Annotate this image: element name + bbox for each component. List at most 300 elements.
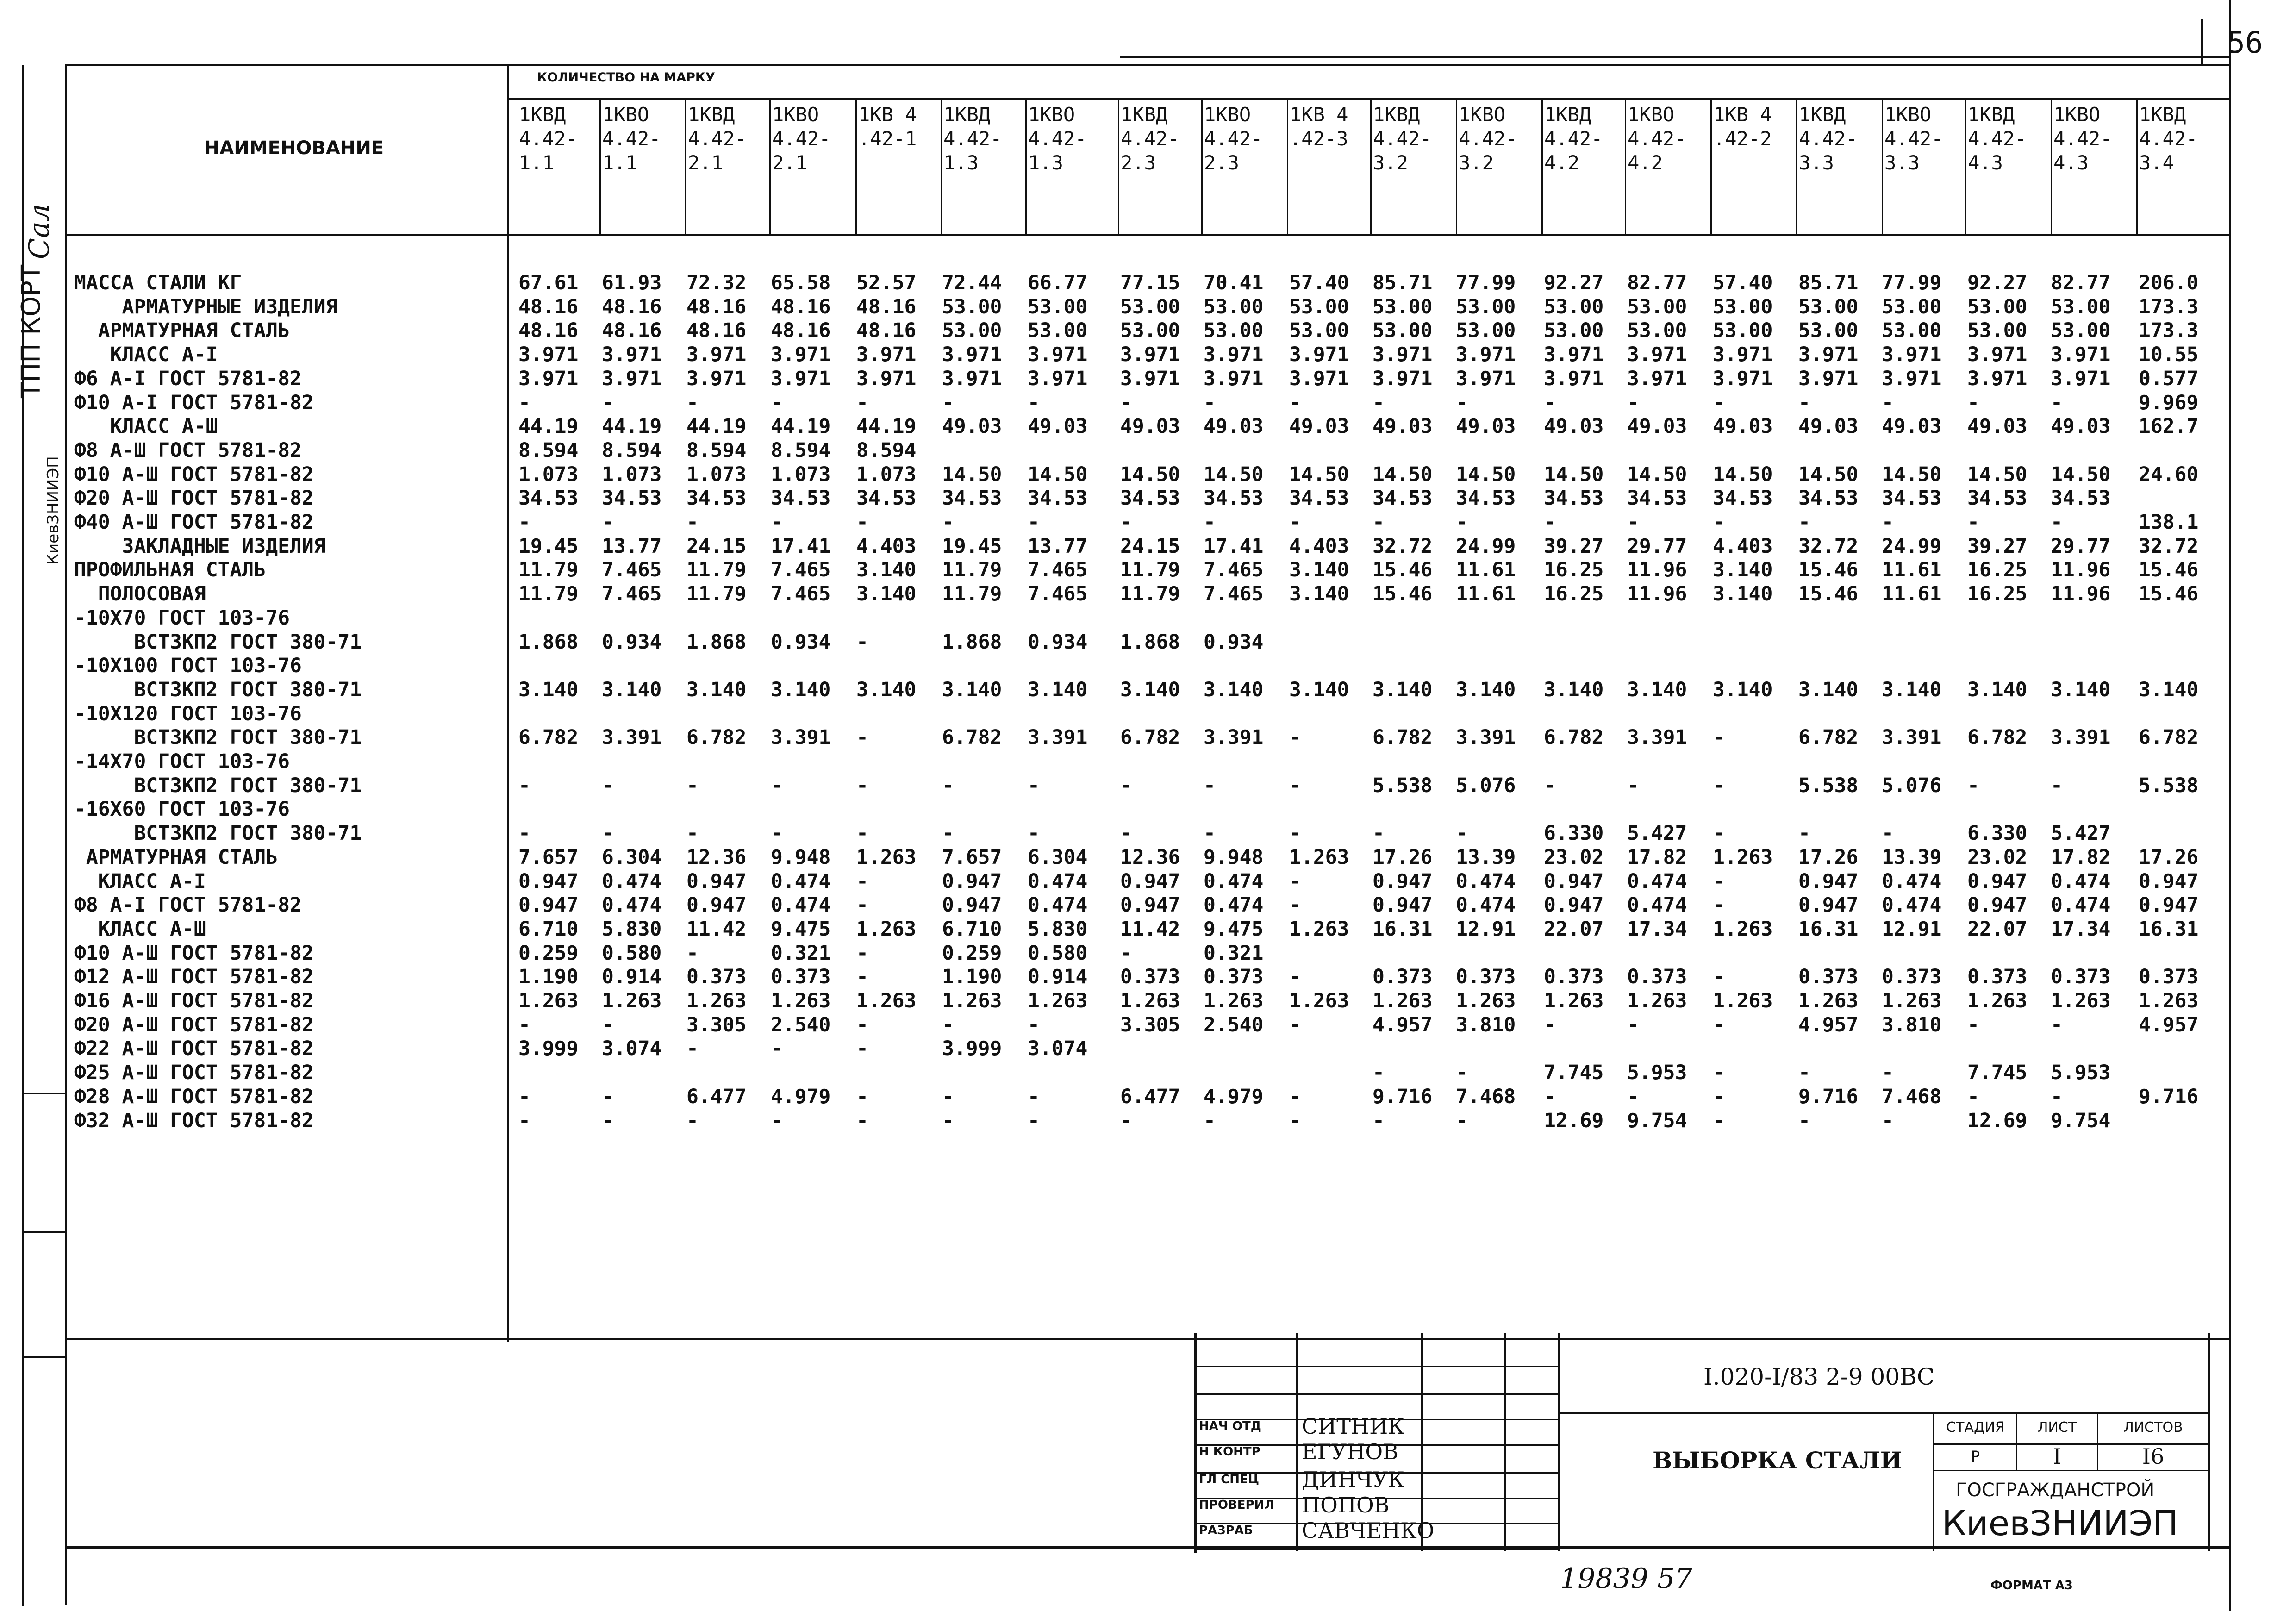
row-label: Ф8 А-I ГОСТ 5781-82 — [74, 893, 302, 917]
table-cell: 3.999 — [518, 1037, 579, 1061]
table-cell: 0.474 — [1456, 893, 1516, 917]
table-cell: 1.868 — [942, 630, 1002, 654]
table-cell: 49.03 — [1120, 415, 1180, 438]
table-cell: - — [1967, 511, 1979, 534]
table-cell: 24.60 — [2139, 462, 2199, 486]
table-cell: 0.373 — [1120, 965, 1180, 989]
table-cell: - — [1713, 391, 1725, 414]
table-cell: 3.140 — [2051, 678, 2111, 701]
table-cell: 3.074 — [1028, 1037, 1088, 1061]
table-cell: 85.71 — [1798, 271, 1859, 294]
table-cell: 34.53 — [1713, 487, 1773, 510]
table-cell: 15.46 — [2139, 582, 2199, 606]
table-cell: 3.971 — [1798, 343, 1859, 367]
table-cell: 9.716 — [1373, 1085, 1433, 1108]
table-cell: 67.61 — [518, 271, 579, 294]
binding-strip-divider-2 — [24, 1231, 66, 1233]
column-header: 1КВО 4.42- 3.2 — [1459, 103, 1517, 174]
column-header: 1КВД 4.42- 2.3 — [1121, 103, 1179, 174]
format-label: ФОРМАТ А3 — [1990, 1579, 2073, 1593]
table-cell: 53.00 — [1289, 319, 1349, 343]
table-cell: 29.77 — [2051, 534, 2111, 558]
table-cell: - — [1028, 511, 1040, 534]
table-cell: 0.373 — [1882, 965, 1942, 989]
table-cell: - — [1120, 1109, 1132, 1132]
column-header: 1КВД 4.42- 3.4 — [2139, 103, 2198, 174]
table-cell: 0.947 — [1373, 869, 1433, 893]
table-cell: 3.971 — [1456, 343, 1516, 367]
table-cell: 49.03 — [1456, 415, 1516, 438]
table-cell: 7.745 — [1544, 1061, 1604, 1085]
role-label: Н КОНТР — [1199, 1445, 1260, 1459]
table-cell: 3.971 — [1289, 343, 1349, 367]
table-cell: 3.810 — [1456, 1013, 1516, 1037]
table-cell: 3.971 — [1456, 367, 1516, 390]
table-cell: 48.16 — [602, 295, 662, 319]
table-cell: - — [1289, 774, 1301, 797]
table-cell: 0.947 — [2139, 869, 2199, 893]
table-cell: 3.391 — [1627, 726, 1687, 750]
table-cell: - — [518, 1109, 530, 1132]
table-cell: - — [686, 822, 699, 845]
table-cell: 8.594 — [686, 438, 747, 462]
table-cell: 12.36 — [1120, 845, 1180, 869]
table-cell: 1.263 — [856, 845, 917, 869]
row-label: -16Х60 ГОСТ 103-76 — [74, 798, 290, 821]
table-cell: 11.42 — [1120, 917, 1180, 941]
table-cell: 53.00 — [1798, 319, 1859, 343]
table-cell: - — [686, 774, 699, 797]
table-cell: 92.27 — [1967, 271, 2028, 294]
table-cell: 5.538 — [1373, 774, 1433, 797]
table-cell: 3.140 — [1289, 678, 1349, 701]
table-cell: 53.00 — [1967, 319, 2028, 343]
table-cell: - — [1798, 822, 1810, 845]
table-cell: 23.02 — [1967, 845, 2028, 869]
table-cell: 57.40 — [1713, 271, 1773, 294]
table-cell: 34.53 — [602, 487, 662, 510]
table-cell: 0.947 — [1967, 893, 2028, 917]
table-cell: - — [1289, 1109, 1301, 1132]
table-cell: 0.474 — [1882, 893, 1942, 917]
table-cell: 3.999 — [942, 1037, 1002, 1061]
column-header: 1КВ 4 .42-1 — [858, 103, 917, 150]
table-cell: 11.79 — [686, 558, 747, 582]
title-block-row-line — [1194, 1549, 1560, 1550]
table-cell: 16.31 — [1798, 917, 1859, 941]
table-cell: 0.474 — [602, 893, 662, 917]
table-cell: 1.190 — [942, 965, 1002, 989]
table-cell: - — [1289, 822, 1301, 845]
table-cell: - — [1882, 1061, 1894, 1085]
table-cell: 3.140 — [942, 678, 1002, 701]
row-label: -10Х70 ГОСТ 103-76 — [74, 606, 290, 630]
table-cell: - — [1967, 1085, 1979, 1108]
table-cell: 0.373 — [1967, 965, 2028, 989]
table-cell: 3.140 — [1204, 678, 1264, 701]
table-cell: - — [1627, 1013, 1639, 1037]
table-cell: 53.00 — [1373, 319, 1433, 343]
table-cell: 9.716 — [1798, 1085, 1859, 1108]
table-cell: 3.140 — [2139, 678, 2199, 701]
table-cell: 22.07 — [1967, 917, 2028, 941]
table-cell: 1.263 — [942, 989, 1002, 1012]
table-cell: - — [942, 391, 954, 414]
table-cell: 34.53 — [1627, 487, 1687, 510]
table-cell: 9.475 — [1204, 917, 1264, 941]
table-cell: 6.782 — [1373, 726, 1433, 750]
column-header: 1КВД 4.42- 2.1 — [688, 103, 747, 174]
org-institute: КиевЗНИИЭП — [1942, 1504, 2178, 1543]
table-cell: 49.03 — [1627, 415, 1687, 438]
table-cell: 5.076 — [1456, 774, 1516, 797]
table-cell: 15.46 — [1798, 582, 1859, 606]
table-cell: - — [1967, 1013, 1979, 1037]
table-cell: 3.971 — [686, 367, 747, 390]
table-cell: 0.321 — [1204, 941, 1264, 965]
table-cell: 5.830 — [602, 917, 662, 941]
table-cell: 0.947 — [686, 869, 747, 893]
table-cell: - — [1798, 1061, 1810, 1085]
table-cell: 173.3 — [2139, 319, 2199, 343]
table-cell: 3.971 — [771, 343, 831, 367]
table-cell: 49.03 — [1028, 415, 1088, 438]
table-cell: 1.263 — [602, 989, 662, 1012]
handwritten-number: 19839 57 — [1560, 1562, 1693, 1595]
table-cell: 12.36 — [686, 845, 747, 869]
table-cell: 16.31 — [2139, 917, 2199, 941]
table-cell: 6.782 — [942, 726, 1002, 750]
table-cell: 48.16 — [686, 319, 747, 343]
row-label: ВСТ3КП2 ГОСТ 380-71 — [74, 774, 362, 797]
table-cell: 6.710 — [518, 917, 579, 941]
table-cell: 17.34 — [2051, 917, 2111, 941]
table-cell: - — [686, 1037, 699, 1061]
table-cell: 39.27 — [1967, 534, 2028, 558]
column-header: 1КВД 4.42- 3.3 — [1799, 103, 1858, 174]
table-cell: 0.474 — [1882, 869, 1942, 893]
table-cell: - — [856, 965, 868, 989]
table-cell: 4.979 — [1204, 1085, 1264, 1108]
name-column-header: НАИМЕНОВАНИЕ — [204, 137, 384, 159]
stage-value: Р — [1971, 1448, 1980, 1465]
table-cell: 5.953 — [1627, 1061, 1687, 1085]
table-cell: 0.474 — [1204, 893, 1264, 917]
table-cell: 53.00 — [1713, 295, 1773, 319]
table-cell: 6.782 — [518, 726, 579, 750]
table-cell: - — [1204, 822, 1216, 845]
row-label: Ф28 А-Ш ГОСТ 5781-82 — [74, 1085, 314, 1108]
table-cell: 1.868 — [1120, 630, 1180, 654]
table-cell: 3.971 — [942, 367, 1002, 390]
row-label: МАССА СТАЛИ КГ — [74, 271, 242, 294]
table-cell: 3.971 — [1713, 367, 1773, 390]
table-cell: 0.373 — [2139, 965, 2199, 989]
table-cell: 48.16 — [856, 295, 917, 319]
table-cell: - — [856, 726, 868, 750]
table-cell: 8.594 — [602, 438, 662, 462]
table-cell: 34.53 — [1028, 487, 1088, 510]
table-cell: 7.465 — [1204, 558, 1264, 582]
table-cell: 48.16 — [856, 319, 917, 343]
table-cell: 15.46 — [1373, 582, 1433, 606]
table-cell: - — [1120, 391, 1132, 414]
table-cell: 3.971 — [856, 367, 917, 390]
table-cell: 3.971 — [1544, 343, 1604, 367]
table-cell: - — [1120, 941, 1132, 965]
table-cell: 11.61 — [1456, 558, 1516, 582]
table-cell: - — [602, 1013, 614, 1037]
table-cell: 49.03 — [1373, 415, 1433, 438]
table-cell: 0.373 — [1544, 965, 1604, 989]
table-cell: 3.971 — [1204, 367, 1264, 390]
table-cell: 8.594 — [771, 438, 831, 462]
table-cell: 11.79 — [942, 558, 1002, 582]
table-cell: 3.971 — [1373, 343, 1433, 367]
table-cell: 1.073 — [602, 462, 662, 486]
table-cell: - — [1204, 511, 1216, 534]
table-cell: 48.16 — [602, 319, 662, 343]
table-cell: 1.263 — [1713, 917, 1773, 941]
table-cell: - — [1289, 893, 1301, 917]
table-cell: 3.971 — [1289, 367, 1349, 390]
table-cell: 0.474 — [2051, 893, 2111, 917]
table-cell: 1.263 — [1028, 989, 1088, 1012]
table-cell: 3.971 — [602, 367, 662, 390]
table-cell: 6.477 — [1120, 1085, 1180, 1108]
table-cell: - — [1028, 1013, 1040, 1037]
table-cell: - — [2051, 1013, 2063, 1037]
table-cell: 92.27 — [1544, 271, 1604, 294]
table-cell: - — [942, 1085, 954, 1108]
table-cell: - — [602, 1109, 614, 1132]
table-cell: 9.475 — [771, 917, 831, 941]
table-cell: 3.140 — [1456, 678, 1516, 701]
table-cell: 8.594 — [518, 438, 579, 462]
table-cell: 0.934 — [602, 630, 662, 654]
table-cell: - — [1028, 1085, 1040, 1108]
table-cell: 0.580 — [1028, 941, 1088, 965]
table-cell: 77.15 — [1120, 271, 1180, 294]
table-cell: 0.474 — [1028, 869, 1088, 893]
table-cell: 1.263 — [1627, 989, 1687, 1012]
table-cell: 3.971 — [771, 367, 831, 390]
signatory-name: ПОПОВ — [1302, 1493, 1390, 1518]
side-stamp-signature: Сал — [23, 204, 56, 259]
table-cell: 11.79 — [1120, 558, 1180, 582]
table-cell: 7.468 — [1456, 1085, 1516, 1108]
table-cell: 162.7 — [2139, 415, 2199, 438]
table-cell: 0.947 — [1120, 869, 1180, 893]
table-cell: 11.61 — [1456, 582, 1516, 606]
table-cell: - — [1120, 822, 1132, 845]
table-cell: 4.957 — [1798, 1013, 1859, 1037]
table-cell: - — [1713, 965, 1725, 989]
row-label: ВСТ3КП2 ГОСТ 380-71 — [74, 822, 362, 845]
table-cell: 34.53 — [1289, 487, 1349, 510]
table-cell: 0.474 — [602, 869, 662, 893]
table-cell: 3.305 — [1120, 1013, 1180, 1037]
table-cell: 3.140 — [686, 678, 747, 701]
side-stamp-org: КиевЗНИИЭП — [44, 456, 62, 565]
table-cell: - — [686, 1109, 699, 1132]
table-cell: 0.947 — [1798, 893, 1859, 917]
table-cell: 34.53 — [771, 487, 831, 510]
table-cell: 4.957 — [2139, 1013, 2199, 1037]
table-cell: 0.373 — [686, 965, 747, 989]
table-cell: - — [1713, 893, 1725, 917]
table-cell: 5.427 — [1627, 822, 1687, 845]
table-cell: 3.971 — [1028, 367, 1088, 390]
table-cell: 3.140 — [1713, 678, 1773, 701]
table-cell: 1.263 — [1204, 989, 1264, 1012]
frame-bottom-line — [65, 1546, 2231, 1549]
table-cell: 3.971 — [1028, 343, 1088, 367]
table-cell: 0.373 — [771, 965, 831, 989]
table-cell: - — [1627, 391, 1639, 414]
table-cell: 3.971 — [1713, 343, 1773, 367]
column-header: 1КВО 4.42- 2.3 — [1204, 103, 1263, 174]
doc-title: ВЫБОРКА СТАЛИ — [1653, 1447, 1903, 1474]
table-cell: 19.45 — [518, 534, 579, 558]
table-cell: 6.330 — [1544, 822, 1604, 845]
table-cell: - — [602, 1085, 614, 1108]
table-cell: 53.00 — [1028, 295, 1088, 319]
column-header: 1КВД 4.42- 4.3 — [1968, 103, 2027, 174]
table-cell: - — [686, 941, 699, 965]
table-cell: 17.82 — [1627, 845, 1687, 869]
table-cell: 53.00 — [1120, 295, 1180, 319]
table-cell: - — [856, 869, 868, 893]
row-label: -10Х100 ГОСТ 103-76 — [74, 654, 302, 678]
table-cell: 34.53 — [942, 487, 1002, 510]
table-cell: - — [1456, 391, 1468, 414]
table-cell: 49.03 — [942, 415, 1002, 438]
table-cell: 3.971 — [2051, 343, 2111, 367]
table-cell: 49.03 — [1713, 415, 1773, 438]
table-cell: 3.074 — [602, 1037, 662, 1061]
table-cell: 3.391 — [1204, 726, 1264, 750]
table-cell: 19.45 — [942, 534, 1002, 558]
table-cell: - — [2051, 1085, 2063, 1108]
table-cell: 53.00 — [1028, 319, 1088, 343]
signatory-name: СИТНИК — [1302, 1414, 1404, 1439]
table-cell: 0.474 — [1028, 893, 1088, 917]
table-cell: 7.465 — [1204, 582, 1264, 606]
table-cell: 11.96 — [2051, 558, 2111, 582]
table-cell: 14.50 — [1798, 462, 1859, 486]
row-label: АРМАТУРНЫЕ ИЗДЕЛИЯ — [74, 295, 338, 319]
table-cell: 3.971 — [1544, 367, 1604, 390]
table-cell: 4.403 — [856, 534, 917, 558]
table-cell: 1.190 — [518, 965, 579, 989]
table-cell: 0.259 — [518, 941, 579, 965]
table-cell: 17.41 — [1204, 534, 1264, 558]
table-cell: 1.263 — [2139, 989, 2199, 1012]
table-cell: 14.50 — [1882, 462, 1942, 486]
table-cell: 1.263 — [1713, 845, 1773, 869]
row-label: Ф32 А-Ш ГОСТ 5781-82 — [74, 1109, 314, 1132]
doc-code: I.020-I/83 2-9 00ВС — [1703, 1363, 1935, 1390]
table-cell: - — [1456, 511, 1468, 534]
table-cell: 3.971 — [1967, 343, 2028, 367]
table-cell: 11.96 — [2051, 582, 2111, 606]
table-cell: - — [602, 774, 614, 797]
role-label: РАЗРАБ — [1199, 1524, 1253, 1537]
row-label: Ф16 А-Ш ГОСТ 5781-82 — [74, 989, 314, 1012]
table-cell: 17.26 — [1798, 845, 1859, 869]
table-cell: 6.330 — [1967, 822, 2028, 845]
table-cell: 0.914 — [1028, 965, 1088, 989]
table-cell: 1.263 — [1456, 989, 1516, 1012]
table-cell: - — [1289, 1085, 1301, 1108]
table-cell: - — [856, 893, 868, 917]
table-cell: 5.538 — [2139, 774, 2199, 797]
column-header: 1КВО 4.42- 2.1 — [772, 103, 831, 174]
table-cell: - — [1882, 391, 1894, 414]
table-cell: 0.914 — [602, 965, 662, 989]
table-cell: 72.32 — [686, 271, 747, 294]
table-cell: - — [1627, 1085, 1639, 1108]
table-cell: 53.00 — [1456, 295, 1516, 319]
table-cell: 1.263 — [1373, 989, 1433, 1012]
table-cell: - — [1882, 511, 1894, 534]
table-cell: 6.782 — [686, 726, 747, 750]
table-cell: 7.657 — [942, 845, 1002, 869]
table-cell: 17.41 — [771, 534, 831, 558]
role-label: ГЛ СПЕЦ — [1199, 1473, 1259, 1487]
quantity-header-line — [507, 98, 2231, 100]
table-cell: - — [1289, 511, 1301, 534]
table-cell: 44.19 — [602, 415, 662, 438]
table-cell: - — [771, 774, 783, 797]
table-cell: 13.39 — [1456, 845, 1516, 869]
table-cell: 9.948 — [771, 845, 831, 869]
table-cell: 14.50 — [1204, 462, 1264, 486]
table-cell: 77.99 — [1882, 271, 1942, 294]
table-cell: 3.391 — [1882, 726, 1942, 750]
table-cell: 6.477 — [686, 1085, 747, 1108]
row-label: Ф20 А-Ш ГОСТ 5781-82 — [74, 487, 314, 510]
role-label: НАЧ ОТД — [1199, 1419, 1261, 1433]
row-label: -10Х120 ГОСТ 103-76 — [74, 702, 302, 725]
table-cell: 6.782 — [1798, 726, 1859, 750]
table-cell: 8.594 — [856, 438, 917, 462]
table-cell: - — [942, 822, 954, 845]
table-cell: 0.577 — [2139, 367, 2199, 390]
table-cell: 53.00 — [1798, 295, 1859, 319]
table-cell: 82.77 — [1627, 271, 1687, 294]
table-cell: 3.140 — [771, 678, 831, 701]
table-cell: 66.77 — [1028, 271, 1088, 294]
table-cell: 1.263 — [856, 917, 917, 941]
table-cell: 3.971 — [1882, 343, 1942, 367]
table-cell: - — [1289, 869, 1301, 893]
table-cell: - — [856, 1013, 868, 1037]
sheets-label: ЛИСТОВ — [2123, 1419, 2183, 1436]
row-label: КЛАСС А-Ш — [74, 415, 218, 438]
table-cell: - — [856, 1109, 868, 1132]
table-cell: - — [856, 630, 868, 654]
table-cell: 49.03 — [1289, 415, 1349, 438]
table-cell: 34.53 — [1120, 487, 1180, 510]
org-ministry: ГОСГРАЖДАНСТРОЙ — [1956, 1480, 2155, 1501]
row-label: КЛАСС А-Ш — [74, 917, 206, 941]
table-cell: 32.72 — [2139, 534, 2199, 558]
table-cell: 1.263 — [1798, 989, 1859, 1012]
table-cell: - — [1120, 774, 1132, 797]
table-cell: 3.391 — [1456, 726, 1516, 750]
